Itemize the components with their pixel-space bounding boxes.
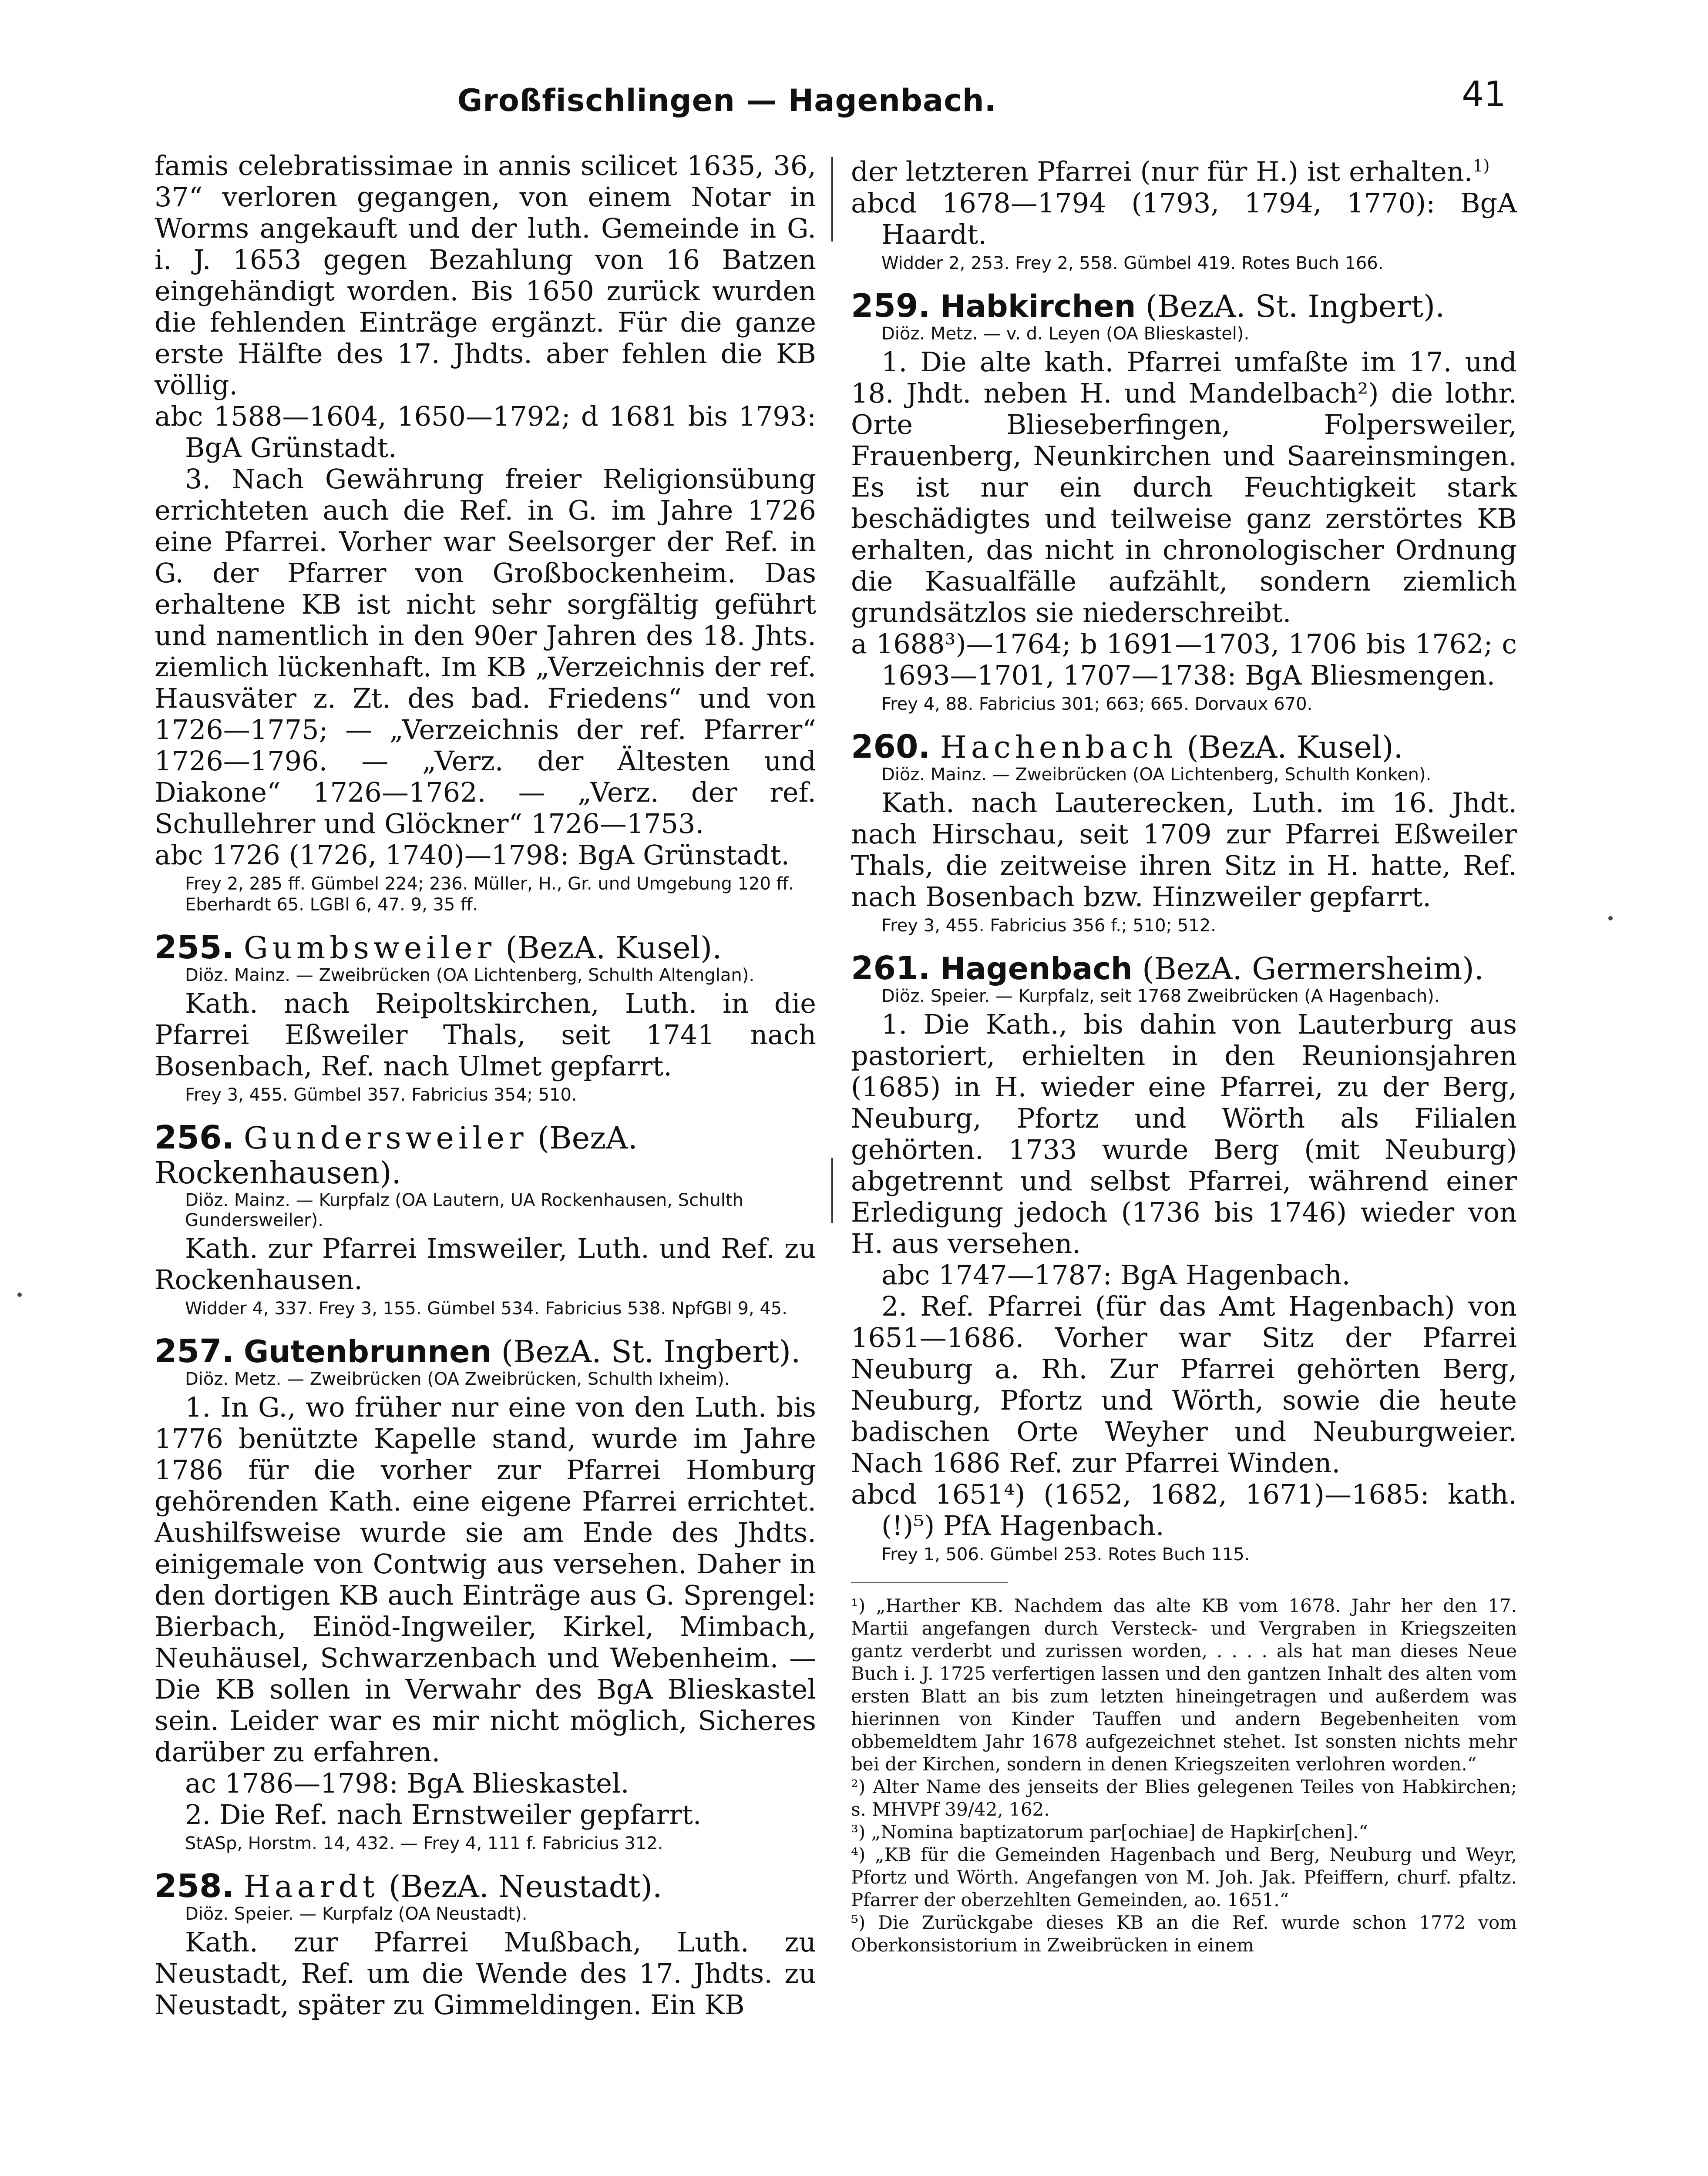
source-references: Widder 2, 253. Frey 2, 558. Gümbel 419. Rotes Buch 166. (881, 253, 1384, 273)
paragraph-text: der letzteren Pfarrei (nur für H.) ist erhalten. (851, 155, 1473, 188)
entry-place-name: Hachenbach (940, 729, 1177, 765)
source-references: Frey 3, 455. Gümbel 357. Fabricius 354; 510. (185, 1085, 577, 1105)
column-rule (831, 157, 833, 242)
entry-place-name: Habkirchen (940, 288, 1136, 324)
entry-heading-255 (155, 930, 816, 965)
entry-meta: Diöz. Mainz. — Zweibrücken (OA Lichtenberg, Schulth Altenglan). (185, 965, 755, 985)
entry-place-name: Hagenbach (940, 950, 1133, 987)
footnote: ⁴) „KB für die Gemeinden Hagenbach und Berg, Neuburg und Weyr, Pfortz und Wörth. Angefangen von M. Joh. Jak. Pfeiffern, churf. pfaltz. Pfarrer der oberzehlten Gemeinden, ao. 1651.“ (851, 1844, 1517, 1911)
paragraph: 2. Ref. Pfarrei (für das Amt Hagenbach) von 1651—1686. Vorher war Sitz der Pfarrei Neuburg a. Rh. Zur Pfarrei gehörten Berg, Neuburg, Pfortz und Wörth, sowie die heute badischen Orte Weyher und Neuburgweier. Nach 1686 Ref. zur Pfarrei Winden. (851, 1290, 1517, 1479)
paragraph: famis celebratissimae in annis scilicet 1635, 36, 37“ verloren gegangen, von einem Notar in Worms angekauft und der luth. Gemeinde in G. i. J. 1653 gegen Bezahlung von 16 Batzen eingehändigt worden. Bis 1650 zurück wurden die fehlenden Einträge ergänzt. Für die ganze erste Hälfte des 17. Jhdts. aber fehlen die KB völlig. (155, 150, 816, 401)
paragraph: abcd 1678—1794 (1793, 1794, 1770): BgA Haardt. (851, 187, 1517, 250)
entry-district: (BezA. St. Ingbert). (501, 1334, 801, 1370)
entry-meta: Diöz. Metz. — v. d. Leyen (OA Blieskastel). (881, 323, 1250, 344)
paragraph: abc 1747—1787: BgA Hagenbach. (881, 1259, 1351, 1291)
source-references: Frey 4, 88. Fabricius 301; 663; 665. Dorvaux 670. (881, 694, 1313, 714)
paragraph: 1. Die alte kath. Pfarrei umfaßte im 17. und 18. Jhdt. neben H. und Mandelbach²) die lothr. Orte Blieseberfingen, Folpersweiler, Frauenberg, Neunkirchen und Saareinsmingen. Es ist nur ein durch Feuchtigkeit stark beschädigtes und teilweise ganz zerstörtes KB erhalten, das nicht in chronologischer Ordnung die Kasualfälle aufzählt, sondern ziemlich grundsätzlos sie niederschreibt. (851, 346, 1517, 628)
entry-district: (BezA. Kusel). (1187, 729, 1403, 765)
paragraph: Kath. nach Lauterecken, Luth. im 16. Jhdt. nach Hirschau, seit 1709 zur Pfarrei Eßweiler Thals, die zeitweise ihren Sitz in H. hatte, Ref. nach Bosenbach bzw. Hinzweiler gepfarrt. (851, 786, 1517, 913)
paragraph: abc 1588—1604, 1650—1792; d 1681 bis 1793: BgA Grünstadt. (155, 400, 816, 463)
paragraph: 1. Die Kath., bis dahin von Lauterburg aus pastoriert, erhielten in den Reunionsjahren (1685) in H. wieder eine Pfarrei, zu der Berg, Neuburg, Pfortz und Wörth als Filialen gehörten. 1733 wurde Berg (mit Neuburg) abgetrennt und selbst Pfarrei, während einer Erledigung jedoch (1736 bis 1746) wieder von H. aus versehen. (851, 1008, 1517, 1259)
right-column (851, 150, 1517, 1957)
footnote: ²) Alter Name des jenseits der Blies gelegenen Teiles von Habkirchen; s. MHVPf 39/42, 162. (851, 1776, 1517, 1820)
paragraph: 2. Die Ref. nach Ernstweiler gepfarrt. (185, 1799, 702, 1830)
footnotes (851, 1595, 1517, 1957)
entry-meta: Diöz. Speier. — Kurpfalz, seit 1768 Zweibrücken (A Hagenbach). (881, 986, 1440, 1006)
paragraph: Kath. zur Pfarrei Imsweiler, Luth. und Ref. zu Rockenhausen. (155, 1232, 816, 1296)
entry-number: 258. (155, 1867, 234, 1905)
footnote-rule (851, 1582, 1008, 1583)
entry-district: (BezA. Kusel). (505, 930, 722, 966)
running-title: Großfischlingen — Hagenbach. (457, 83, 997, 118)
entry-meta: Diöz. Speier. — Kurpfalz (OA Neustadt). (185, 1904, 528, 1924)
paragraph: abcd 1651⁴) (1652, 1682, 1671)—1685: kath. (!)⁵) PfA Hagenbach. (851, 1478, 1517, 1541)
paragraph (851, 150, 1517, 188)
entry-heading-259 (851, 289, 1517, 324)
footnote-marker: 1) (1473, 156, 1490, 175)
entry-place-name: Gumbsweiler (243, 930, 496, 966)
entry-heading-261 (851, 951, 1517, 986)
margin-speck (1608, 916, 1613, 920)
footnote: ³) „Nomina baptizatorum par[ochiae] de Hapkir[chen].“ (851, 1821, 1368, 1843)
entry-number: 259. (851, 287, 931, 325)
page-header (157, 65, 1506, 135)
paragraph: Kath. zur Pfarrei Mußbach, Luth. zu Neustadt, Ref. um die Wende des 17. Jhdts. zu Neustadt, später zu Gimmeldingen. Ein KB (155, 1926, 816, 2021)
entry-number: 255. (155, 929, 234, 966)
entry-meta: Diöz. Mainz. — Zweibrücken (OA Lichtenberg, Schulth Konken). (881, 764, 1432, 785)
source-references: Widder 4, 337. Frey 3, 155. Gümbel 534. Fabricius 538. NpfGBl 9, 45. (185, 1299, 787, 1319)
entry-heading-257 (155, 1334, 816, 1369)
paragraph: 1. In G., wo früher nur eine von den Luth. bis 1776 benützte Kapelle stand, wurde im Jahre 1786 für die vorher zur Pfarrei Homburg gehörenden Kath. eine eigene Pfarrei errichtet. Aushilfsweise wurde sie am Ende des Jhdts. einigemale von Contwig aus versehen. Daher in den dortigen KB auch Einträge aus G. Sprengel: Bierbach, Einöd-Ingweiler, Kirkel, Mimbach, Neuhäusel, Schwarzenbach und Webenheim. — Die KB sollen in Verwahr des BgA Blieskastel sein. Leider war es mir nicht möglich, Sicheres darüber zu erfahren. (155, 1391, 816, 1768)
entry-place-name: Gundersweiler (243, 1120, 528, 1156)
entry-heading-256 (155, 1120, 816, 1190)
entry-meta: Diöz. Mainz. — Kurpfalz (OA Lautern, UA Rockenhausen, Schulth Gundersweiler). (185, 1190, 743, 1230)
margin-speck (17, 1293, 22, 1297)
paragraph: Kath. nach Reipoltskirchen, Luth. in die Pfarrei Eßweiler Thals, seit 1741 nach Bosenbach, Ref. nach Ulmet gepfarrt. (155, 987, 816, 1082)
source-references: Frey 3, 455. Fabricius 356 f.; 510; 512. (881, 915, 1216, 936)
source-references: StASp, Horstm. 14, 432. — Frey 4, 111 f. Fabricius 312. (185, 1833, 663, 1854)
entry-heading-260 (851, 729, 1517, 765)
paragraph: ac 1786—1798: BgA Blieskastel. (185, 1767, 629, 1799)
entry-number: 261. (851, 949, 931, 987)
entry-meta: Diöz. Metz. — Zweibrücken (OA Zweibrücken, Schulth Ixheim). (185, 1369, 730, 1389)
page-number: 41 (1462, 74, 1506, 114)
column-rule (831, 1158, 833, 1223)
entry-district: (BezA. Neustadt). (389, 1869, 662, 1904)
source-references: Frey 2, 285 ff. Gümbel 224; 236. Müller, H., Gr. und Umgebung 120 ff. Eberhardt 65. LGBl 6, 47. 9, 35 ff. (185, 874, 794, 915)
entry-number: 256. (155, 1119, 234, 1156)
footnote: ⁵) Die Zurückgabe dieses KB an die Ref. wurde schon 1772 vom Oberkonsistorium in Zweibrücken in einem (851, 1911, 1517, 1956)
source-references: Frey 1, 506. Gümbel 253. Rotes Buch 115. (881, 1544, 1250, 1565)
entry-heading-258 (155, 1869, 816, 1904)
entry-number: 257. (155, 1333, 234, 1370)
entry-district: (BezA. St. Ingbert). (1145, 288, 1445, 324)
paragraph: a 1688³)—1764; b 1691—1703, 1706 bis 1762; c 1693—1701, 1707—1738: BgA Bliesmengen. (851, 628, 1517, 691)
entry-place-name: Gutenbrunnen (243, 1334, 492, 1370)
paragraph: abc 1726 (1726, 1740)—1798: BgA Grünstadt. (155, 839, 790, 871)
left-column (155, 150, 816, 2021)
footnote: ¹) „Harther KB. Nachdem das alte KB vom 1678. Jahr her den 17. Martii angefangen durch Versteck- und Vergraben in Kriegszeiten gantz verderbt und zurissen worden, . . . . als hat man dieses Neue Buch i. J. 1725 verfertigen lassen und den gantzen Inhalt des alten vom ersten Blatt an bis zum letzten hineingetragen und außerdem was hierinnen von Kinder Tauffen und andern Begebenheiten vom obbemeldtem Jahr 1678 aufgezeichnet stehet. Ist sonsten nichts mehr bei der Kirchen, sondern in denen Kriegszeiten verlohren worden.“ (851, 1595, 1517, 1775)
entry-district: (BezA. Rockenhausen). (155, 1120, 638, 1191)
paragraph: 3. Nach Gewährung freier Religionsübung errichteten auch die Ref. in G. im Jahre 1726 eine Pfarrei. Vorher war Seelsorger der Ref. in G. der Pfarrer von Großbockenheim. Das erhaltene KB ist nicht sehr sorgfältig geführt und namentlich in den 90er Jahren des 18. Jhts. ziemlich lückenhaft. Im KB „Verzeichnis der ref. Hausväter z. Zt. des bad. Friedens“ und von 1726—1775; — „Verzeichnis der ref. Pfarrer“ 1726—1796. — „Verz. der Ältesten und Diakone“ 1726—1762. — „Verz. der ref. Schullehrer und Glöckner“ 1726—1753. (155, 463, 816, 840)
entry-place-name: Haardt (243, 1869, 379, 1904)
entry-district: (BezA. Germersheim). (1142, 950, 1484, 987)
entry-number: 260. (851, 728, 931, 766)
